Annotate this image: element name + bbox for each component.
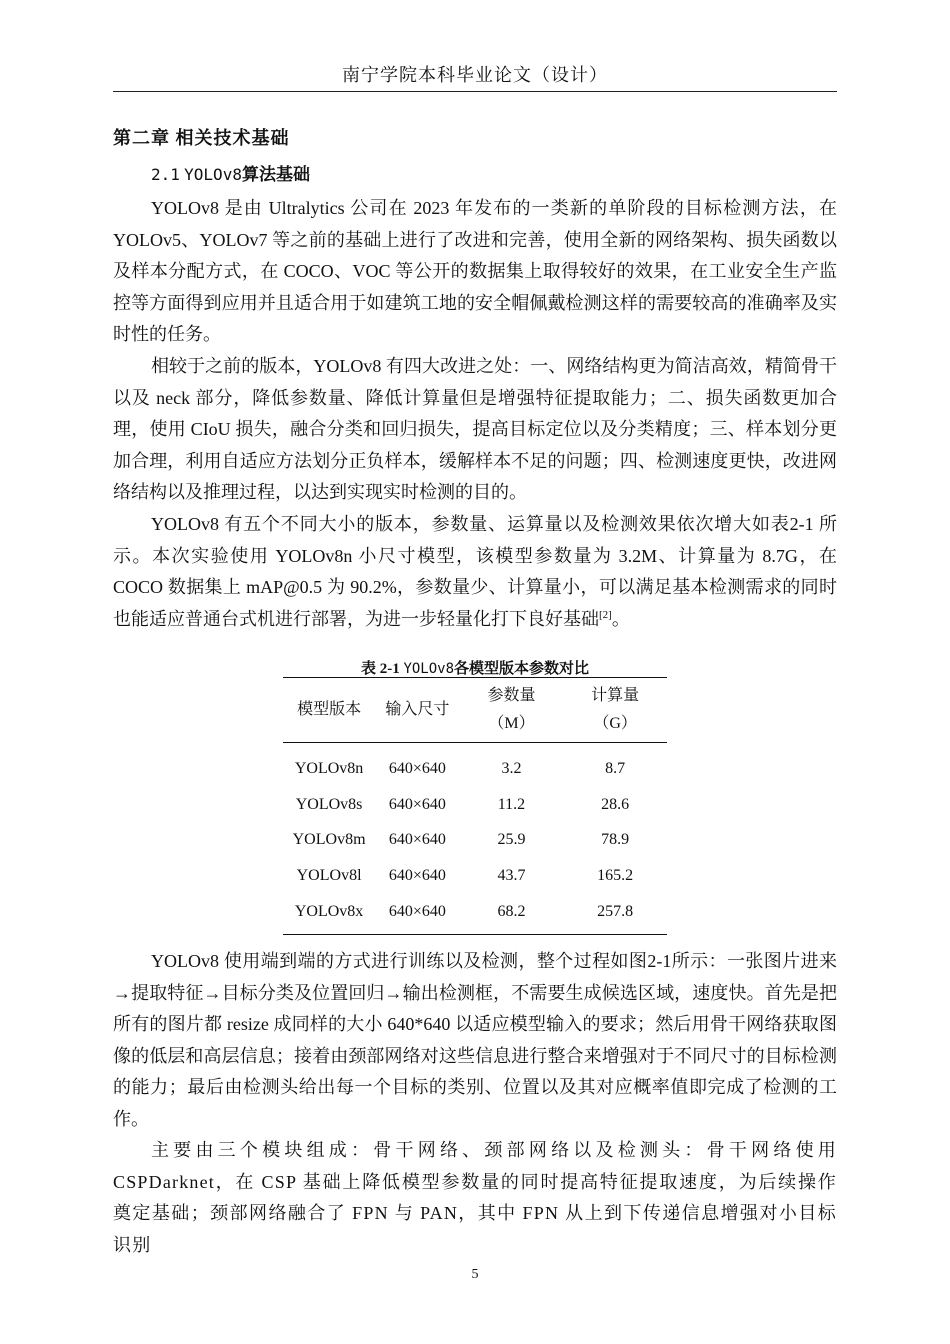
cell-flops: 165.2 xyxy=(597,867,634,885)
paragraph-pipeline: YOLOv8 使用端到端的方式进行训练以及检测，整个过程如图2-1所示：一张图片进来→提取特征→目标分类及位置回归→输出检测框，不需要生成候选区域，速度快。首先是把所有的图片都 resize 成同样的大小 640*640 以适应模型输入的要求；然后用骨干网络获取图像的低层和高层信息；接着由颈部网络对这些信息进行整合来增强对于不同尺寸的目标检测的能力；最后由检测头给出每一个目标的类别、位置以及其对应概率值即完成了检测的工作。 xyxy=(113,951,837,1129)
cell-model: YOLOv8x xyxy=(283,894,375,934)
chapter-title: 第二章 相关技术基础 xyxy=(113,128,290,148)
cell-model: YOLOv8n xyxy=(294,759,364,777)
paragraph-intro: YOLOv8 是由 Ultralytics 公司在 2023 年发布的一类新的单阶段的目标检测方法，在 YOLOv5、YOLOv7 等之前的基础上进行了改进和完善，使用全新的网络架构、损失函数以及样本分配方式，在 COCO、VOC 等公开的数据集上取得较好的效果，在工业安全生产监控等方面得到应用并且适合用于如建筑工地的安全帽佩戴检测这样的需要较高的准确率及实时性的任务。 xyxy=(113,198,837,345)
header-rule xyxy=(113,91,837,92)
cell-params: 11.2 xyxy=(497,795,526,813)
cell-params: 68.2 xyxy=(460,894,564,934)
cell-model: YOLOv8m xyxy=(292,831,366,849)
table-caption-number: 表 2-1 xyxy=(360,661,400,677)
cell-params: 3.2 xyxy=(501,759,522,777)
table-row xyxy=(283,743,667,787)
section-title xyxy=(151,160,310,185)
header-model-version: 模型版本 xyxy=(283,678,375,743)
paragraph-modules: 主要由三个模块组成：骨干网络、颈部网络以及检测头：骨干网络使用 CSPDarknet，在 CSP 基础上降低模型参数量的同时提高特征提取速度，为后续操作奠定基础；颈部网络融合了 FPN 与 PAN，其中 FPN 从上到下传递信息增强对小目标识别 xyxy=(113,1140,837,1255)
table-header-row xyxy=(283,678,667,743)
cell-input: 640×640 xyxy=(388,867,446,885)
cell-model: YOLOv8l xyxy=(296,867,362,885)
section-title-en: YOLOv8 xyxy=(184,165,242,184)
cell-flops: 28.6 xyxy=(601,795,630,813)
paragraph-versions-text: YOLOv8 有五个不同大小的版本，参数量、运算量以及检测效果依次增大如表2-1 所示。本次实验使用 YOLOv8n 小尺寸模型，该模型参数量为 3.2M、计算量为 8.7G，在 COCO 数据集上 mAP@0.5 为 90.2%，参数量少、计算量小，可以满足基本检测需求的同时也能适应普通台式机进行部署，为进一步轻量化打下良好基础 xyxy=(113,514,837,629)
header-params-label: 参数量 xyxy=(487,687,536,704)
paragraph-improvements: 相较于之前的版本，YOLOv8 有四大改进之处：一、网络结构更为简洁高效，精简骨干以及 neck 部分，降低参数量、降低计算量但是增强特征提取能力；二、损失函数更加合理，使用 CIoU 损失，融合分类和回归损失，提高目标定位以及分类精度；三、样本划分更加合理，利用自适应方法划分正负样本，缓解样本不足的问题；四、检测速度更快，改进网络结构以及推理过程，以达到实现实时检测的目的。 xyxy=(113,356,837,503)
model-comparison-table xyxy=(283,677,667,935)
cell-flops: 257.8 xyxy=(563,894,667,934)
header-flops-unit: （G） xyxy=(593,715,637,732)
running-header: 南宁学院本科毕业论文（设计） xyxy=(342,65,608,85)
header-flops xyxy=(563,678,667,743)
table-row xyxy=(283,787,667,823)
cell-model: YOLOv8s xyxy=(295,795,363,813)
table-row xyxy=(283,858,667,894)
cell-input: 640×640 xyxy=(388,831,446,849)
cell-input: 640×640 xyxy=(375,894,459,934)
table-row xyxy=(283,894,667,934)
header-flops-label: 计算量 xyxy=(591,687,640,704)
cell-params: 43.7 xyxy=(497,867,526,885)
cell-input: 640×640 xyxy=(388,759,446,777)
cell-flops: 78.9 xyxy=(601,831,630,849)
cell-params: 25.9 xyxy=(497,831,526,849)
cell-input: 640×640 xyxy=(388,795,446,813)
table-row xyxy=(283,823,667,859)
table-caption-en: YOLOv8 xyxy=(403,661,455,677)
section-number: 2.1 xyxy=(151,165,180,184)
citation: [2] xyxy=(599,608,612,621)
header-params-unit: （M） xyxy=(488,715,535,732)
table-caption xyxy=(283,657,667,678)
header-input-size: 输入尺寸 xyxy=(375,678,459,743)
page-number: 5 xyxy=(471,1267,479,1282)
header-params xyxy=(460,678,564,743)
paragraph-versions xyxy=(113,509,837,635)
section-title-zh: 算法基础 xyxy=(241,165,310,184)
paragraph-versions-end: 。 xyxy=(611,608,630,629)
table-caption-zh: 各模型版本参数对比 xyxy=(454,661,590,677)
cell-flops: 8.7 xyxy=(605,759,626,777)
